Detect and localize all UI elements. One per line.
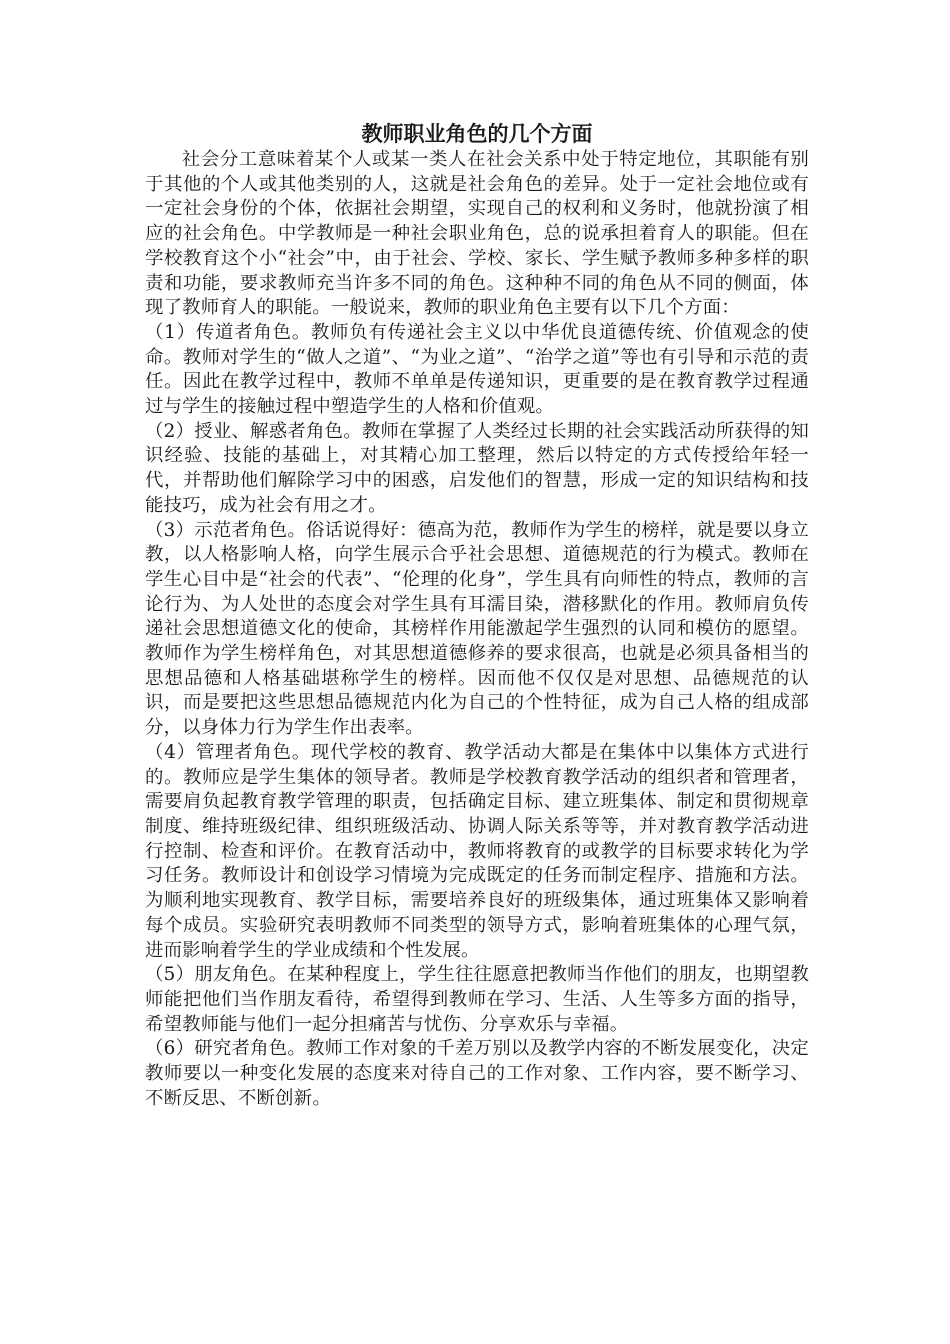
role-teacher-paragraph: （2）授业、解惑者角色。教师在掌握了人类经过长期的社会实践活动所获得的知识经验、技能的基础上，对其精心加工整理，然后以特定的方式传授给年轻一代，并帮助他们解除学习中的困惑，启发他们的智慧，形成一定的知识结构和技能技巧，成为社会有用之才。 — [145, 420, 809, 516]
role-preacher-paragraph: （1）传道者角色。教师负有传递社会主义以中华优良道德传统、价值观念的使命。教师对学生的“做人之道”、“为业之道”、“治学之道”等也有引导和示范的责任。因此在教学过程中，教师不单单是传递知识，更重要的是在教育教学过程通过与学生的接触过程中塑造学生的人格和价值观。 — [145, 321, 809, 418]
intro-paragraph: 社会分工意味着某个人或某一类人在社会关系中处于特定地位，其职能有别于其他的个人或其他类别的人，这就是社会角色的差异。处于一定社会地位或有一定社会身份的个体，依据社会期望，实现自己的权利和义务时，他就扮演了相应的社会角色。中学教师是一种社会职业角色，总的说承担着育人的职能。但在学校教育这个小“社会”中，由于社会、学校、家长、学生赋予教师多种多样的职责和功能，要求教师充当许多不同的角色。这种种不同的角色从不同的侧面，体现了教师育人的职能。一般说来，教师的职业角色主要有以下几个方面： — [145, 149, 809, 319]
role-manager-paragraph: （4）管理者角色。现代学校的教育、教学活动大都是在集体中以集体方式进行的。教师应是学生集体的领导者。教师是学校教育教学活动的组织者和管理者，需要肩负起教育教学管理的职责，包括确定目标、建立班集体、制定和贯彻规章制度、维持班级纪律、组织班级活动、协调人际关系等等，并对教育教学活动进行控制、检查和评价。在教育活动中，教师将教育的或教学的目标要求转化为学习任务。教师设计和创设学习情境为完成既定的任务而制定程序、措施和方法。为顺利地实现教育、教学目标，需要培养良好的班级集体，通过班集体又影响着每个成员。实验研究表明教师不同类型的领导方式，影响着班集体的心理气氛，进而影响着学生的学业成绩和个性发展。 — [145, 741, 809, 961]
role-friend-paragraph: （5）朋友角色。在某种程度上，学生往往愿意把教师当作他们的朋友，也期望教师能把他们当作朋友看待，希望得到教师在学习、生活、人生等多方面的指导，希望教师能与他们一起分担痛苦与忧伤、分享欢乐与幸福。 — [145, 964, 809, 1035]
role-model-paragraph: （3）示范者角色。俗话说得好：德高为范，教师作为学生的榜样，就是要以身立教，以人格影响人格，向学生展示合乎社会思想、道德规范的行为模式。教师在学生心目中是“社会的代表”、“伦理的化身”，学生具有向师性的特点，教师的言论行为、为人处世的态度会对学生具有耳濡目染，潜移默化的作用。教师肩负传递社会思想道德文化的使命，其榜样作用能激起学生强烈的认同和模仿的愿望。教师作为学生榜样角色，对其思想道德修养的要求很高，也就是必须具备相当的思想品德和人格基础堪称学生的榜样。因而他不仅仅是对思想、品德规范的认识，而是要把这些思想品德规范内化为自己的个性特征，成为自己人格的组成部分，以身体力行为学生作出表率。 — [145, 519, 809, 739]
document-title: 教师职业角色的几个方面 — [361, 122, 593, 146]
role-researcher-paragraph: （6）研究者角色。教师工作对象的千差万别以及教学内容的不断发展变化，决定教师要以一种变化发展的态度来对待自己的工作对象、工作内容，要不断学习、不断反思、不断创新。 — [145, 1038, 809, 1109]
document-page — [145, 120, 809, 1111]
